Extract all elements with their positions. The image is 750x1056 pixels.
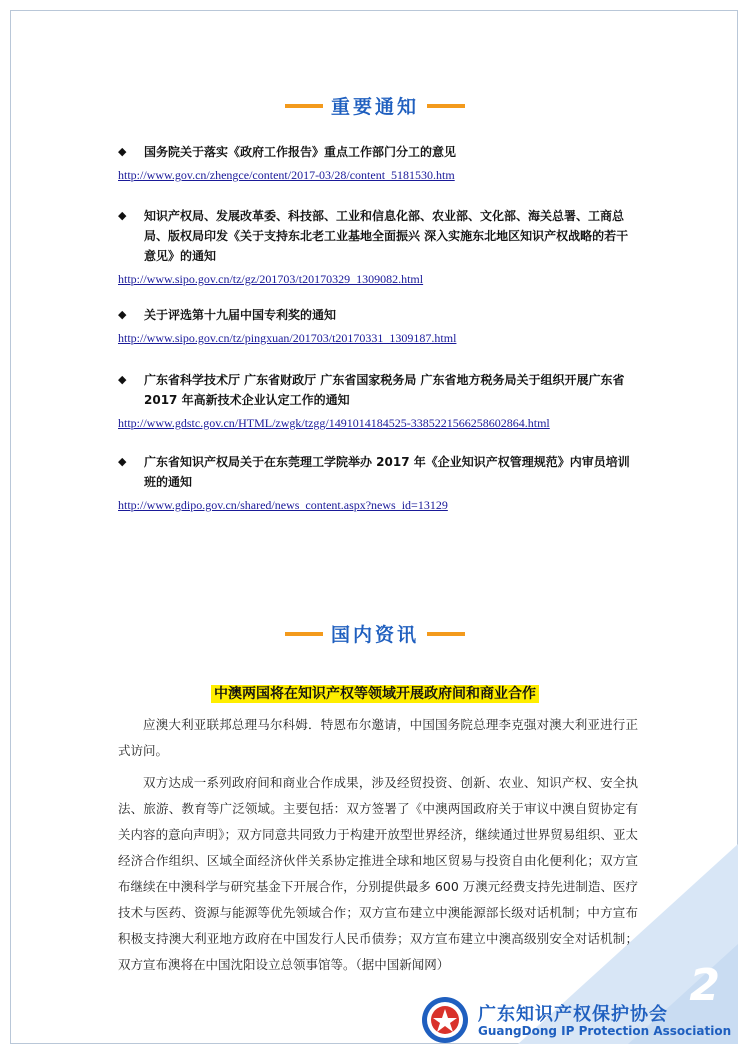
diamond-bullet-icon: ◆ <box>118 455 127 468</box>
notice-title: 国务院关于落实《政府工作报告》重点工作部门分工的意见 <box>144 145 457 159</box>
diamond-bullet-icon: ◆ <box>118 308 127 321</box>
domestic-news-title <box>0 620 750 647</box>
notice-link[interactable]: http://www.gdstc.gov.cn/HTML/zwgk/tzgg/1491014184525-3385221566258602864.html <box>118 416 550 430</box>
news-headline <box>0 683 750 703</box>
notice-item <box>118 142 638 183</box>
news-paragraph: 应澳大利亚联邦总理马尔科姆．特恩布尔邀请，中国国务院总理李克强对澳大利亚进行正式访问。 <box>118 717 638 758</box>
notice-link[interactable]: http://www.gov.cn/zhengce/content/2017-03/28/content_5181530.htm <box>118 168 455 182</box>
important-notices-title-text: 重要通知 <box>330 96 419 118</box>
diamond-bullet-icon: ◆ <box>118 145 127 158</box>
notice-item <box>118 305 638 346</box>
title-bar-right <box>427 632 465 636</box>
domestic-news-title-text: 国内资讯 <box>330 624 419 646</box>
news-headline-text: 中澳两国将在知识产权等领域开展政府间和商业合作 <box>211 685 539 703</box>
important-notices-title <box>0 92 750 119</box>
association-logo-icon <box>420 995 470 1045</box>
org-name-cn: 广东知识产权保护协会 <box>478 1004 668 1025</box>
notice-item <box>118 206 638 287</box>
diamond-bullet-icon: ◆ <box>118 209 127 222</box>
title-bar-right <box>427 104 465 108</box>
notice-link[interactable]: http://www.gdipo.gov.cn/shared/news_content.aspx?news_id=13129 <box>118 498 448 512</box>
notice-title: 关于评选第十九届中国专利奖的通知 <box>144 308 337 322</box>
notice-link[interactable]: http://www.sipo.gov.cn/tz/gz/201703/t20170329_1309082.html <box>118 272 424 286</box>
org-name-en: GuangDong IP Protection Association <box>478 1024 732 1038</box>
notice-item <box>118 452 638 513</box>
notice-title: 知识产权局、发展改革委、科技部、工业和信息化部、农业部、文化部、海关总署、工商总局、版权局印发《关于支持东北老工业基地全面振兴 深入实施东北地区知识产权战略的若干意见》的通知 <box>144 209 629 263</box>
diamond-bullet-icon: ◆ <box>118 373 127 386</box>
title-bar-left <box>285 632 323 636</box>
notice-link[interactable]: http://www.sipo.gov.cn/tz/pingxuan/201703/t20170331_1309187.html <box>118 331 457 345</box>
notice-title: 广东省科学技术厅 广东省财政厅 广东省国家税务局 广东省地方税务局关于组织开展广东省 2017 年高新技术企业认定工作的通知 <box>144 373 625 407</box>
news-paragraph: 双方达成一系列政府间和商业合作成果，涉及经贸投资、创新、农业、知识产权、安全执法、旅游、教育等广泛领域。主要包括：双方签署了《中澳两国政府关于审议中澳自贸协定有关内容的意向声明》；双方同意共同致力于构建开放型世界经济，继续通过世界贸易组织、亚太经济合作组织、区域全面经济伙伴关系协定推进全球和地区贸易与投资自由化便利化；双方宣布继续在中澳科学与研究基金下开展合作，分别提供最多 600 万澳元经费支持先进制造、医疗技术与医药、资源与能源等优先领域合作；双方宣布建立中澳能源部长级对话机制；中方宣布积极支持澳大利亚地方政府在中国发行人民币债券；双方宣布建立中澳高级别安全对话机制；双方宣布澳将在中国沈阳设立总领事馆等。（据中国新闻网） <box>118 775 638 972</box>
page-number: 2 <box>689 960 720 1011</box>
notice-title: 广东省知识产权局关于在东莞理工学院举办 2017 年《企业知识产权管理规范》内审员培训班的通知 <box>144 455 630 489</box>
title-bar-left <box>285 104 323 108</box>
notice-item <box>118 370 638 431</box>
